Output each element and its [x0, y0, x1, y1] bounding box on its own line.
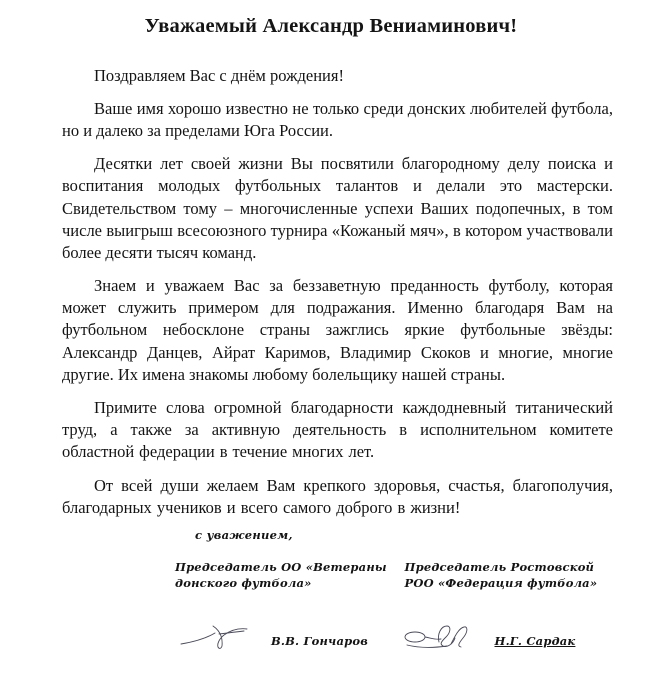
signatory-columns: [0, 559, 662, 652]
signature-block: [0, 528, 662, 652]
signatory-left: [175, 559, 405, 652]
handwritten-signature-icon: [399, 620, 495, 652]
paragraph-5: Примите слова огромной благодарности каждодневный титанический труд, а также за активную деятельность в исполнительном комитете областной федерации в течение многих лет.: [62, 398, 613, 462]
signatory-right-signature-row: [399, 618, 644, 652]
signatory-right-title-line2: РОО «Федерация футбола»: [404, 576, 598, 591]
signatory-left-name: В.В. Гончаров: [271, 633, 368, 648]
paragraph-2: Ваше имя хорошо известно не только среди донских любителей футбола, но и далеко за пределами Юга России.: [62, 98, 613, 140]
signatory-right-name: Н.Г. Сардак: [494, 633, 576, 648]
paragraph-3: Десятки лет своей жизни Вы посвятили благородному делу поиска и воспитания молодых футбольных талантов и делали это мастерски. Свидетельством тому – многочисленные успехи Ваших подопечных, в том числе выигрыш всесоюзного турнира «Кожаный мяч», в котором участвовали более десяти тысяч команд.: [62, 154, 613, 262]
paragraph-1: Поздравляем Вас с днём рождения!: [94, 65, 344, 85]
signatory-right: [405, 559, 644, 652]
paragraph-6: От всей души желаем Вам крепкого здоровья, счастья, благополучия, благодарных учеников и всего самого доброго в жизни!: [62, 475, 613, 517]
signatory-left-title-line2: донского футбола»: [175, 576, 312, 591]
closing-salutation: с уважением,: [195, 528, 293, 542]
signatory-left-title: [175, 559, 405, 592]
signatory-right-title: [405, 559, 644, 592]
signatory-right-title-line1: Председатель Ростовской: [404, 560, 595, 574]
signatory-left-signature-row: [175, 618, 405, 652]
handwritten-signature-icon: [175, 620, 271, 652]
letter-body: [0, 65, 662, 519]
page-title: Уважаемый Александр Вениаминович!: [144, 15, 518, 37]
signatory-left-title-line1: Председатель ОО «Ветераны: [175, 560, 387, 574]
paragraph-4: Знаем и уважаем Вас за беззаветную преданность футболу, которая может служить примером для подражания. Именно благодаря Вам на футбольном небосклоне страны зажглись яркие футбольные звёзды: Александр Данцев, Айрат Каримов, Владимир Скоков и многие, многие другие. Их имена знакомы любому болельщику нашей страны.: [62, 276, 613, 384]
